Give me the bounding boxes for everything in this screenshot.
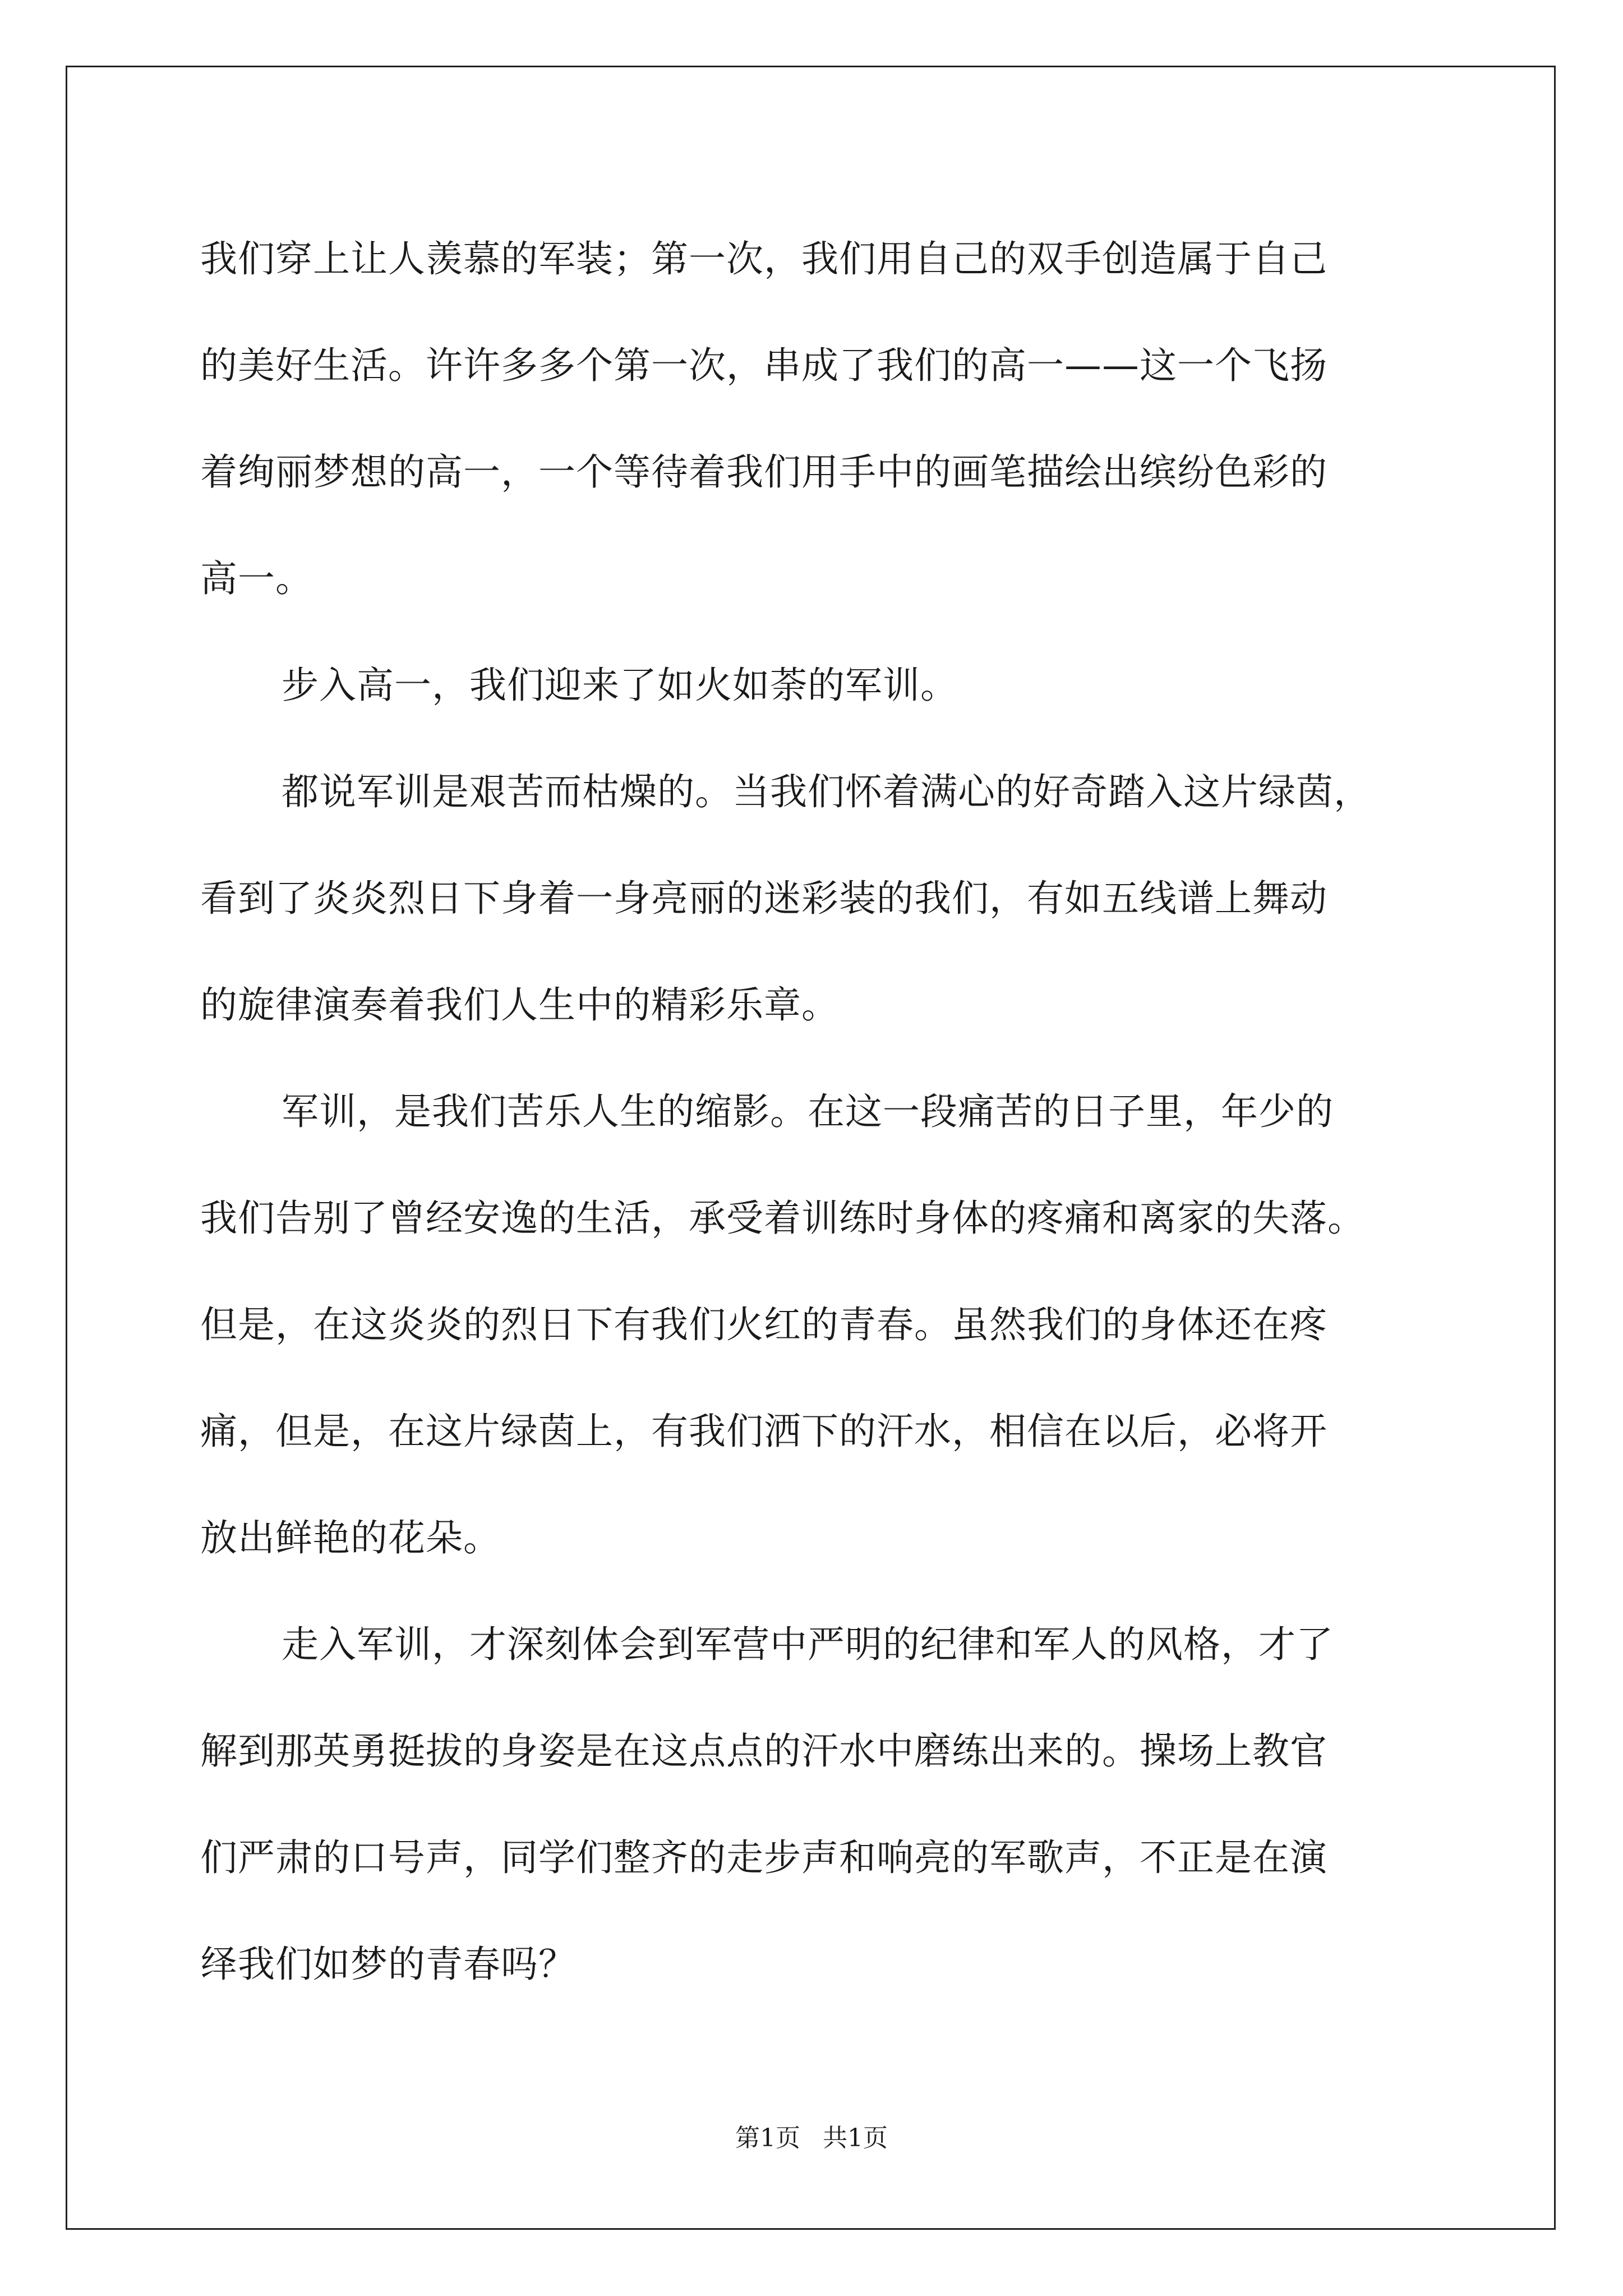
- page-number-total: 共1页: [823, 2124, 888, 2152]
- text-line-2: 的美好生活。许许多多个第一次，串成了我们的高一——这一个飞扬: [200, 344, 1327, 387]
- text-line-5: 步入高一，我们迎来了如火如荼的军训。: [282, 664, 958, 707]
- text-line-3: 着绚丽梦想的高一，一个等待着我们用手中的画笔描绘出缤纷色彩的: [200, 450, 1327, 494]
- text-line-4: 高一。: [200, 557, 313, 600]
- text-line-6: 都说军训是艰苦而枯燥的。当我们怀着满心的好奇踏入这片绿茵，: [282, 770, 1371, 813]
- text-line-11: 但是，在这炎炎的烈日下有我们火红的青春。虽然我们的身体还在疼: [200, 1303, 1327, 1346]
- text-line-10: 我们告别了曾经安逸的生活，承受着训练时身体的疼痛和离家的失落。: [200, 1197, 1365, 1240]
- text-line-8: 的旋律演奏着我们人生中的精彩乐章。: [200, 983, 839, 1027]
- page-number-current: 第1页: [735, 2124, 800, 2152]
- text-line-16: 们严肃的口号声，同学们整齐的走步声和响亮的军歌声，不正是在演: [200, 1836, 1327, 1879]
- page-footer: [0, 2122, 1623, 2155]
- text-line-13: 放出鲜艳的花朵。: [200, 1516, 501, 1559]
- text-line-1: 我们穿上让人羡慕的军装；第一次，我们用自己的双手创造属于自己: [200, 237, 1327, 280]
- text-line-9: 军训，是我们苦乐人生的缩影。在这一段痛苦的日子里，年少的: [282, 1090, 1334, 1133]
- text-line-14: 走入军训，才深刻体会到军营中严明的纪律和军人的风格，才了: [282, 1623, 1334, 1666]
- document-body: [200, 206, 1423, 2018]
- text-line-17: 绎我们如梦的青春吗？: [200, 1943, 576, 1986]
- text-line-12: 痛，但是，在这片绿茵上，有我们洒下的汗水，相信在以后，必将开: [200, 1410, 1327, 1453]
- text-line-15: 解到那英勇挺拔的身姿是在这点点的汗水中磨练出来的。操场上教官: [200, 1729, 1327, 1773]
- text-line-7: 看到了炎炎烈日下身着一身亮丽的迷彩装的我们，有如五线谱上舞动: [200, 877, 1327, 920]
